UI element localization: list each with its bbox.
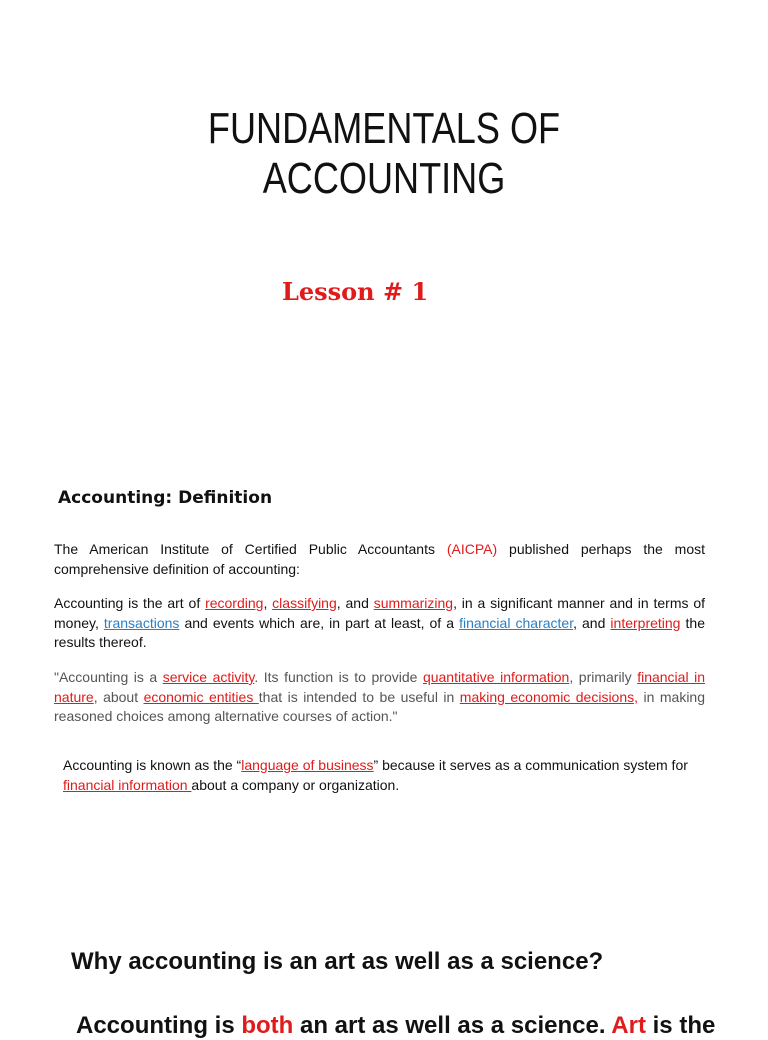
term-interpreting: interpreting	[610, 614, 681, 631]
text: Accounting is known as the “	[63, 757, 242, 773]
aicpa-paragraph	[54, 540, 705, 579]
cut-off-line	[76, 1012, 715, 1040]
text: that is intended to be useful in	[258, 688, 460, 705]
why-heading: Why accounting is an art as well as a science?	[71, 948, 604, 975]
text: published perhaps the most comprehensive definition of accounting:	[54, 541, 706, 577]
term-both: both	[241, 1012, 294, 1039]
term-recording: recording	[205, 595, 264, 611]
term-financial-character: financial character	[459, 614, 574, 631]
text: the results thereof.	[54, 614, 705, 650]
term-financial-in-nature: financial in nature	[54, 669, 705, 705]
text: The American Institute of Certified Public Accountants	[54, 541, 447, 557]
title-line-2: ACCOUNTING	[262, 154, 506, 203]
text: Accounting is the art of	[54, 595, 206, 611]
text: , and	[336, 595, 374, 611]
text: , about	[93, 688, 144, 705]
term-economic-entities: economic entities	[143, 688, 259, 705]
definition-paragraph	[54, 594, 705, 653]
text: , and	[573, 614, 611, 631]
term-classifying: classifying	[272, 595, 337, 611]
term-transactions: transactions	[103, 614, 180, 631]
text: and events which are, in part at least, of a	[179, 614, 460, 631]
text: . Its function is to provide	[254, 669, 423, 685]
text: ,	[263, 595, 273, 611]
quote-paragraph	[54, 668, 705, 727]
aicpa-term: (AICPA)	[446, 541, 498, 557]
text: is the	[645, 1012, 716, 1039]
term-summarizing: summarizing	[373, 595, 454, 611]
lesson-number: Lesson # 1	[282, 277, 429, 306]
text: ” because it serves as a communication system for	[373, 757, 688, 773]
term-art: Art	[611, 1012, 646, 1039]
term-quantitative-information: quantitative information	[422, 669, 570, 685]
definition-heading: Accounting: Definition	[58, 488, 273, 508]
text: an art as well as a science.	[293, 1012, 612, 1039]
text: "Accounting is a	[54, 669, 163, 685]
document-title	[69, 104, 699, 204]
text: , in a significant manner and in terms of money,	[54, 595, 706, 631]
term-making-economic-decisions: making economic decisions,	[459, 688, 639, 705]
term-service-activity: service activity	[162, 669, 255, 685]
title-line-1: FUNDAMENTALS OF	[207, 104, 561, 153]
text: , primarily	[569, 669, 638, 685]
text: about a company or organization.	[191, 776, 400, 793]
language-paragraph	[63, 756, 703, 795]
text: in making reasoned choices among alternative courses of action."	[54, 688, 705, 724]
term-financial-information: financial information	[63, 776, 192, 793]
text: Accounting is	[76, 1012, 242, 1039]
term-language-of-business: language of business	[241, 757, 374, 773]
